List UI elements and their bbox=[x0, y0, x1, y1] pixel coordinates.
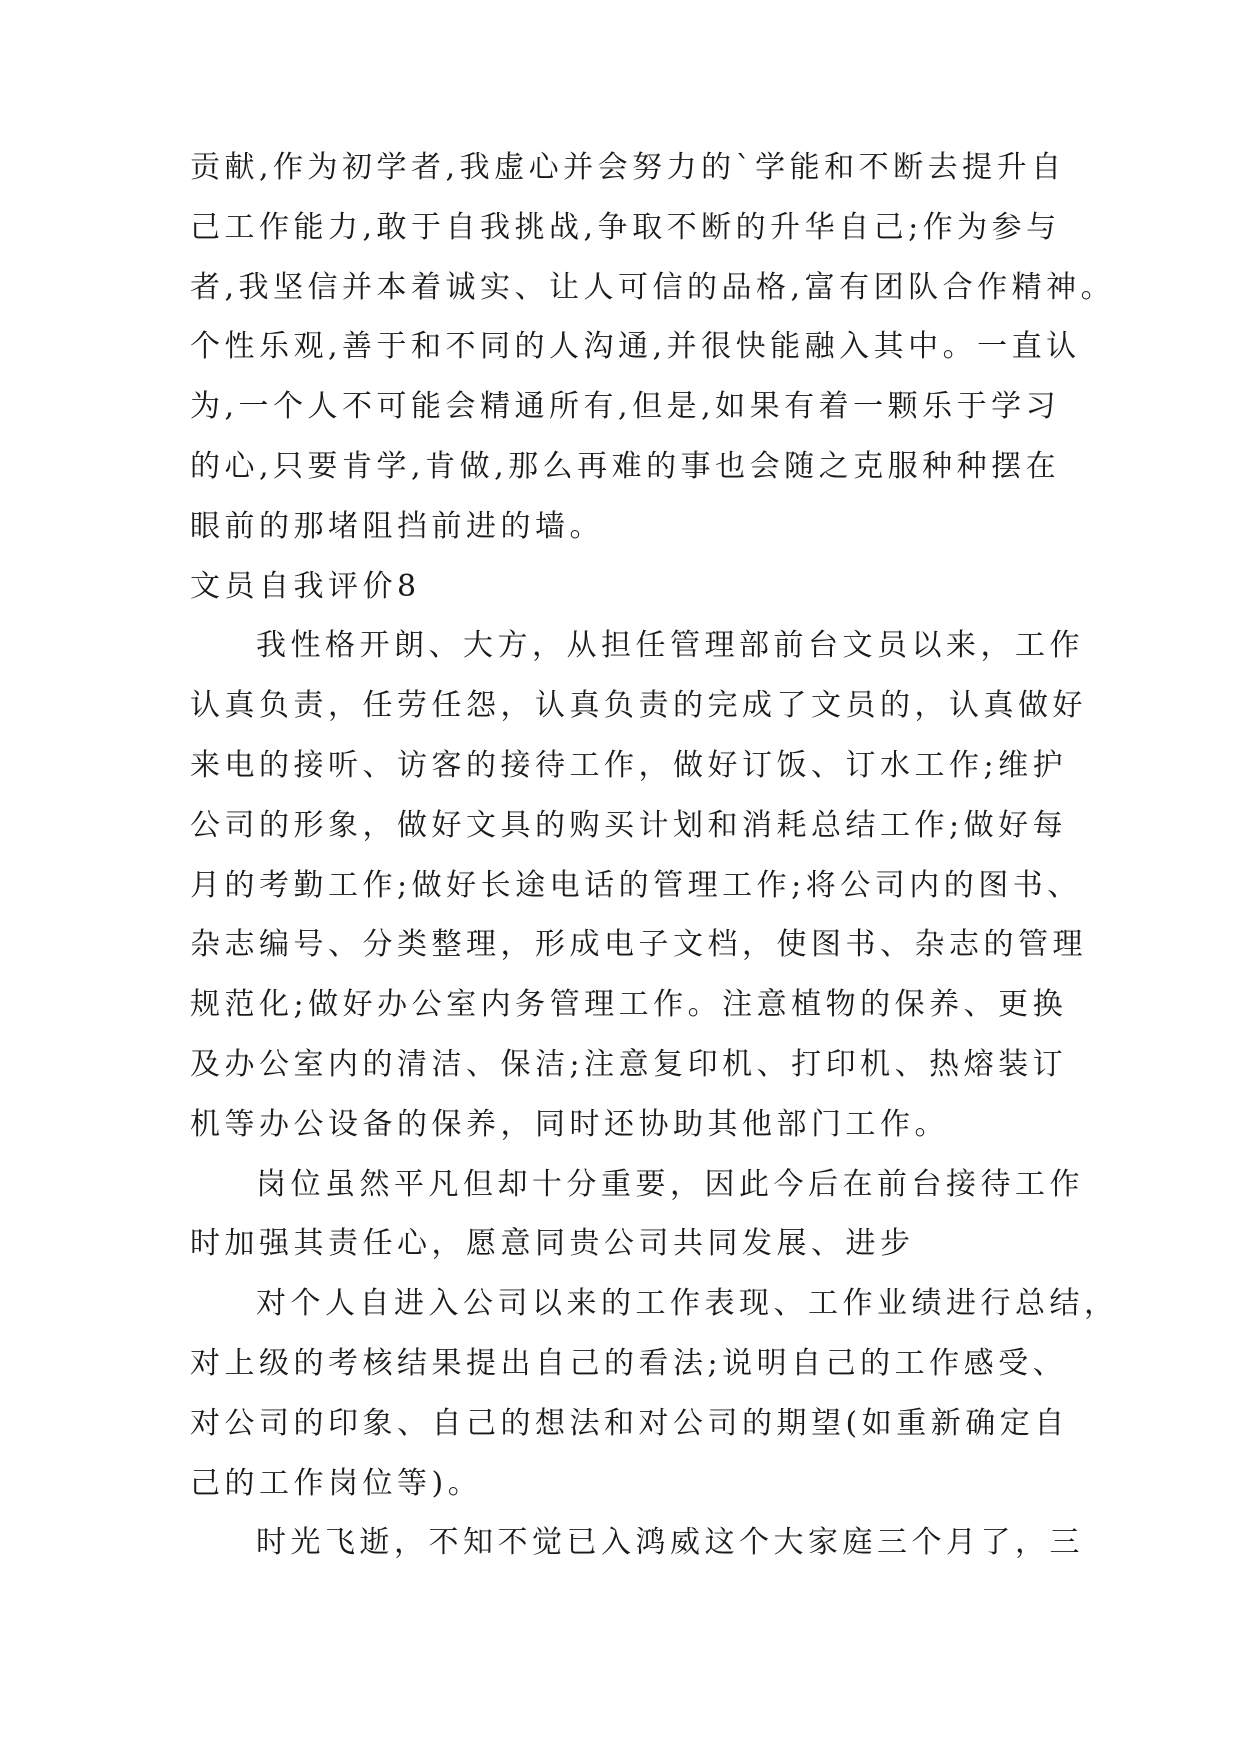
text-line: 对公司的印象、自己的想法和对公司的期望(如重新确定自 bbox=[190, 1406, 1069, 1441]
text-line: 月的考勤工作;做好长途电话的管理工作;将公司内的图书、 bbox=[190, 868, 1082, 903]
text-line: 己工作能力,敢于自我挑战,争取不断的升华自己;作为参与 bbox=[190, 210, 1061, 245]
text-line: 规范化;做好办公室内务管理工作。注意植物的保养、更换 bbox=[190, 987, 1068, 1022]
text-line: 杂志编号、分类整理，形成电子文档，使图书、杂志的管理 bbox=[190, 927, 1087, 962]
text-line: 来电的接听、访客的接待工作，做好订饭、订水工作;维护 bbox=[190, 748, 1068, 783]
text-line: 我性格开朗、大方，从担任管理部前台文员以来，工作 bbox=[256, 628, 1084, 663]
text-line: 己的工作岗位等)。 bbox=[190, 1466, 483, 1501]
text-line: 公司的形象，做好文具的购买计划和消耗总结工作;做好每 bbox=[190, 808, 1068, 843]
text-line: 者,我坚信并本着诚实、让人可信的品格,富有团队合作精神。 bbox=[190, 270, 1116, 305]
text-line: 为,一个人不可能会精通所有,但是,如果有着一颗乐于学习 bbox=[190, 389, 1061, 424]
text-line: 时加强其责任心，愿意同贵公司共同发展、进步 bbox=[190, 1226, 915, 1261]
text-line: 对个人自进入公司以来的工作表现、工作业绩进行总结， bbox=[256, 1286, 1119, 1321]
text-line: 及办公室内的清洁、保洁;注意复印机、打印机、热熔装订 bbox=[190, 1047, 1068, 1082]
text-line: 个性乐观,善于和不同的人沟通,并很快能融入其中。一直认 bbox=[190, 329, 1081, 364]
text-line: 时光飞逝，不知不觉已入鸿威这个大家庭三个月了，三 bbox=[256, 1525, 1084, 1560]
text-line: 眼前的那堵阻挡前进的墙。 bbox=[190, 509, 604, 544]
text-line: 对上级的考核结果提出自己的看法;说明自己的工作感受、 bbox=[190, 1346, 1068, 1381]
text-line: 机等办公设备的保养，同时还协助其他部门工作。 bbox=[190, 1107, 949, 1142]
section-heading: 文员自我评价8 bbox=[190, 569, 421, 604]
text-line: 认真负责，任劳任怨，认真负责的完成了文员的，认真做好 bbox=[190, 688, 1087, 723]
text-line: 岗位虽然平凡但却十分重要，因此今后在前台接待工作 bbox=[256, 1167, 1084, 1202]
text-line: 的心,只要肯学,肯做,那么再难的事也会随之克服种种摆在 bbox=[190, 449, 1061, 484]
text-line: 贡献,作为初学者,我虚心并会努力的`学能和不断去提升自 bbox=[190, 150, 1066, 185]
